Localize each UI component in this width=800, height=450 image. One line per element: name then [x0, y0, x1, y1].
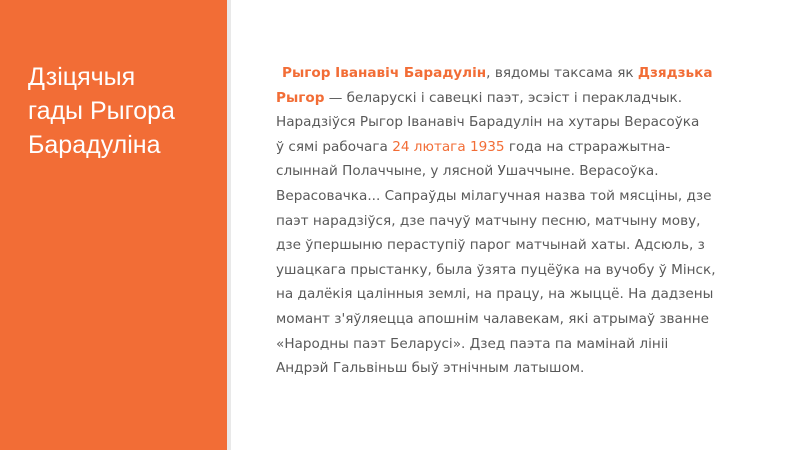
text-line-3-end: года на страражытна- [504, 138, 671, 155]
text-line-6: паэт нарадзіўся, дзе пачуў матчыну песню, матчыну мову, [276, 212, 701, 229]
biography-paragraph [276, 61, 776, 381]
text-line-3-start: ў сямі рабочага [276, 138, 393, 155]
text-line-2: Нарадзіўся Рыгор Іванавіч Барадулін на хутары Верасоўка [276, 114, 700, 131]
panel-divider [227, 0, 231, 450]
text-line-7: дзе ўпершыню пераступіў парог матчынай хаты. Адсюль, з [276, 237, 705, 254]
slide-title [28, 60, 218, 162]
text-line-10: момант з'яўляецца апошнім чалавекам, які атрымаў званне [276, 310, 710, 327]
text-line-4: слыннай Полаччыне, у лясной Ушаччыне. Верасоўка. [276, 163, 659, 180]
title-line-2: гады Рыгора [28, 97, 175, 125]
poet-alias-part1: Дзядзька [637, 65, 713, 81]
text-line-11: «Народны паэт Беларусі». Дзед паэта па мамінай лініі [276, 335, 669, 352]
text-line-9: на далёкія цалінныя землі, на працу, на жыццё. На дадзены [276, 286, 714, 303]
text-line-12: Андрэй Гальвіньш быў этнічным латышом. [276, 360, 585, 377]
text-line-8: ушацкага прыстанку, была ўзята пуцёўка на вучобу ў Мінск, [276, 261, 716, 278]
text-line-1-rest: — беларускі і савецкі паэт, эсэіст і перакладчык. [324, 89, 683, 106]
text-line-5: Верасовачка... Сапраўды мілагучная назва той мясціны, дзе [276, 187, 712, 204]
poet-name: Рыгор Іванавіч Барадулін [282, 65, 487, 81]
name-continuation: , вядомы таксама як [486, 65, 638, 81]
title-line-1: Дзіцячыя [28, 63, 136, 91]
title-line-3: Барадуліна [28, 131, 161, 159]
poet-alias-part2: Рыгор [276, 89, 325, 106]
birth-date: 24 лютага 1935 [392, 138, 505, 155]
